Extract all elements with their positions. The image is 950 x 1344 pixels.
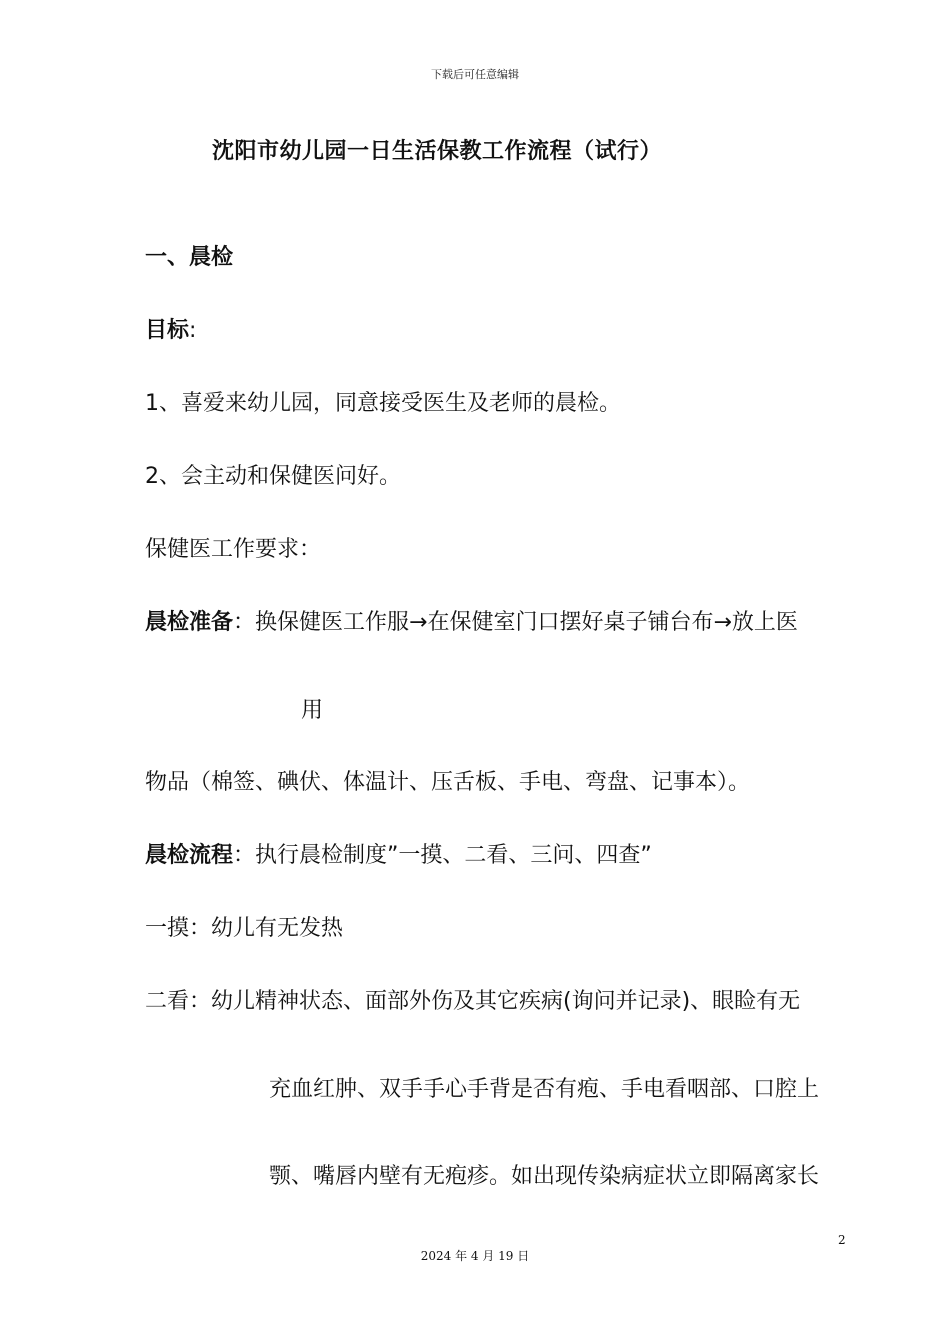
kan-line-3: 颚、嘴唇内壁有无疱疹。如出现传染病症状立即隔离家长	[269, 1164, 820, 1189]
flow-colon: ：	[233, 843, 256, 868]
requirements-label: 保健医工作要求：	[145, 537, 322, 562]
page-number: 2	[838, 1233, 846, 1247]
flow-line	[145, 841, 652, 871]
goal-line	[145, 316, 196, 346]
flow-label: 晨检流程	[145, 843, 234, 868]
mo-line: 一摸：幼儿有无发热	[145, 916, 344, 941]
goal-label: 目标	[145, 318, 190, 343]
prep-colon: ：	[233, 610, 256, 635]
goal-colon: :	[189, 318, 197, 343]
kan-line-1: 二看：幼儿精神状态、面部外伤及其它疾病(询问并记录)、眼睑有无	[145, 989, 801, 1014]
prep-continuation: 物品（棉签、碘伏、体温计、压舌板、手电、弯盘、记事本）。	[145, 770, 751, 795]
kan-line-2: 充血红肿、双手手心手背是否有疱、手电看咽部、口腔上	[269, 1077, 820, 1102]
section-heading-morning-check: 一、晨检	[145, 245, 234, 270]
prep-line	[145, 608, 798, 638]
prep-label: 晨检准备	[145, 610, 234, 635]
page-header: 下载后可任意编辑	[431, 68, 519, 81]
goal-item-2: 2、会主动和保健医问好。	[145, 464, 401, 489]
prep-wrap: 用	[301, 698, 324, 723]
page-footer-date: 2024 年 4 月 19 日	[420, 1249, 530, 1263]
prep-text: 换保健医工作服→在保健室门口摆好桌子铺台布→放上医	[255, 610, 798, 635]
document-title: 沈阳市幼儿园一日生活保教工作流程（试行）	[212, 139, 663, 164]
flow-text: 执行晨检制度”一摸、二看、三问、四查”	[255, 843, 652, 868]
goal-item-1: 1、喜爱来幼儿园，同意接受医生及老师的晨检。	[145, 391, 621, 416]
